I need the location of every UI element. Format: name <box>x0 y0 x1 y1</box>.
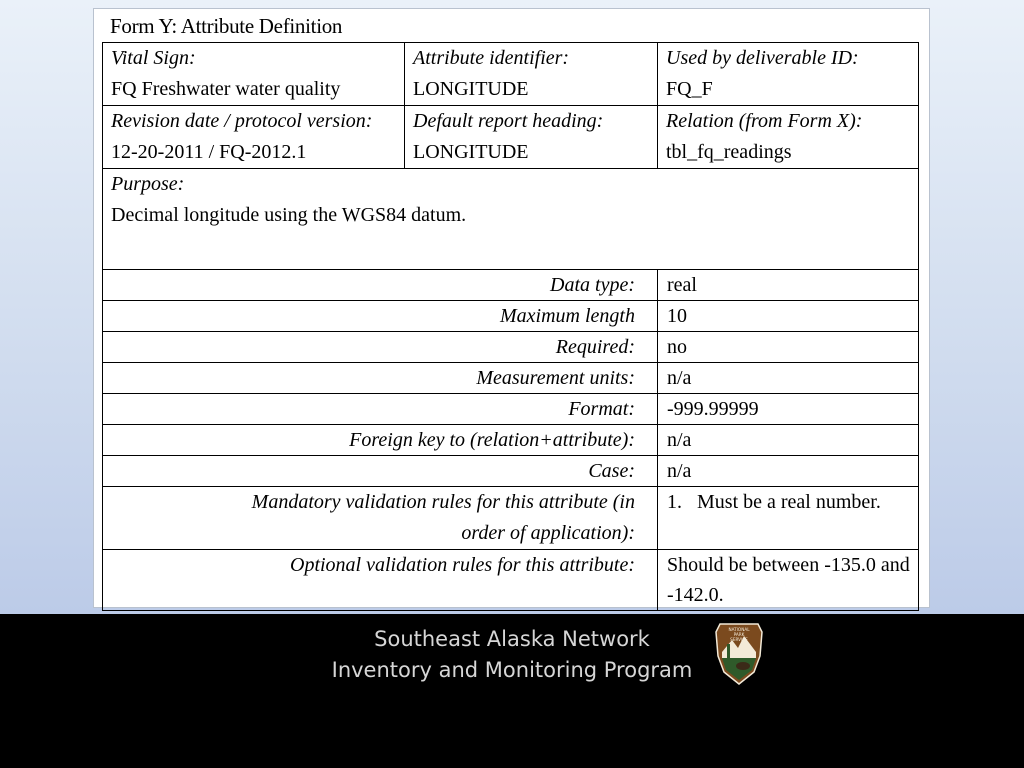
purpose-cell <box>103 169 919 270</box>
table-row <box>103 332 919 363</box>
row-key-line: Mandatory validation rules for this attribute (in <box>251 491 635 513</box>
footer-line-2: Inventory and Monitoring Program <box>331 658 693 682</box>
field-value: FQ_F <box>666 78 713 100</box>
row-key: Case: <box>103 456 658 487</box>
table-row <box>103 301 919 332</box>
row-key: Required: <box>103 332 658 363</box>
relation-cell <box>658 106 919 169</box>
list-number: 1. <box>667 491 682 513</box>
table-row <box>103 270 919 301</box>
header-row-2 <box>103 106 919 169</box>
row-value: no <box>658 332 919 363</box>
field-value: LONGITUDE <box>413 78 529 100</box>
footer-program-name <box>300 624 724 686</box>
table-row <box>103 456 919 487</box>
row-value: Should be between -135.0 and -142.0. <box>658 550 919 611</box>
purpose-value: Decimal longitude using the WGS84 datum. <box>111 204 467 226</box>
field-value: LONGITUDE <box>413 141 529 163</box>
row-key: Data type: <box>103 270 658 301</box>
row-value: -999.99999 <box>658 394 919 425</box>
logo-text-line: SERVICE <box>730 637 748 642</box>
field-label: Relation (from Form X): <box>666 110 863 132</box>
footer-line-1: Southeast Alaska Network <box>374 627 650 651</box>
header-row-1 <box>103 43 919 106</box>
row-value: n/a <box>658 425 919 456</box>
row-key: Format: <box>103 394 658 425</box>
row-value: n/a <box>658 456 919 487</box>
field-label: Revision date / protocol version: <box>111 110 373 132</box>
row-key: Optional validation rules for this attribute: <box>103 550 658 611</box>
row-key: Measurement units: <box>103 363 658 394</box>
form-title: Form Y: Attribute Definition <box>110 14 343 38</box>
logo-text-line: NATIONAL <box>728 627 750 632</box>
purpose-label: Purpose: <box>111 173 185 195</box>
attribute-identifier-cell <box>405 43 658 106</box>
field-value: 12-20-2011 / FQ-2012.1 <box>111 141 307 163</box>
row-value: 10 <box>658 301 919 332</box>
table-row <box>103 363 919 394</box>
field-label: Vital Sign: <box>111 47 196 69</box>
attribute-definition-table <box>102 42 919 611</box>
form-document <box>93 8 930 608</box>
row-value: real <box>658 270 919 301</box>
field-label: Default report heading: <box>413 110 604 132</box>
nps-arrowhead-icon <box>712 622 766 686</box>
table-row <box>103 550 919 611</box>
row-key <box>103 487 658 550</box>
logo-text-line: PARK <box>733 632 745 637</box>
field-value: FQ Freshwater water quality <box>111 78 341 100</box>
vital-sign-cell <box>103 43 405 106</box>
report-heading-cell <box>405 106 658 169</box>
row-value <box>658 487 919 550</box>
table-row <box>103 487 919 550</box>
table-row <box>103 394 919 425</box>
row-value: n/a <box>658 363 919 394</box>
field-label: Attribute identifier: <box>413 47 570 69</box>
row-key-line: order of application): <box>461 522 635 544</box>
list-text: Must be a real number. <box>697 491 881 513</box>
table-row <box>103 425 919 456</box>
purpose-row <box>103 169 919 270</box>
row-key: Foreign key to (relation+attribute): <box>103 425 658 456</box>
field-value: tbl_fq_readings <box>666 141 792 163</box>
row-key: Maximum length <box>103 301 658 332</box>
revision-date-cell <box>103 106 405 169</box>
field-label: Used by deliverable ID: <box>666 47 859 69</box>
deliverable-id-cell <box>658 43 919 106</box>
